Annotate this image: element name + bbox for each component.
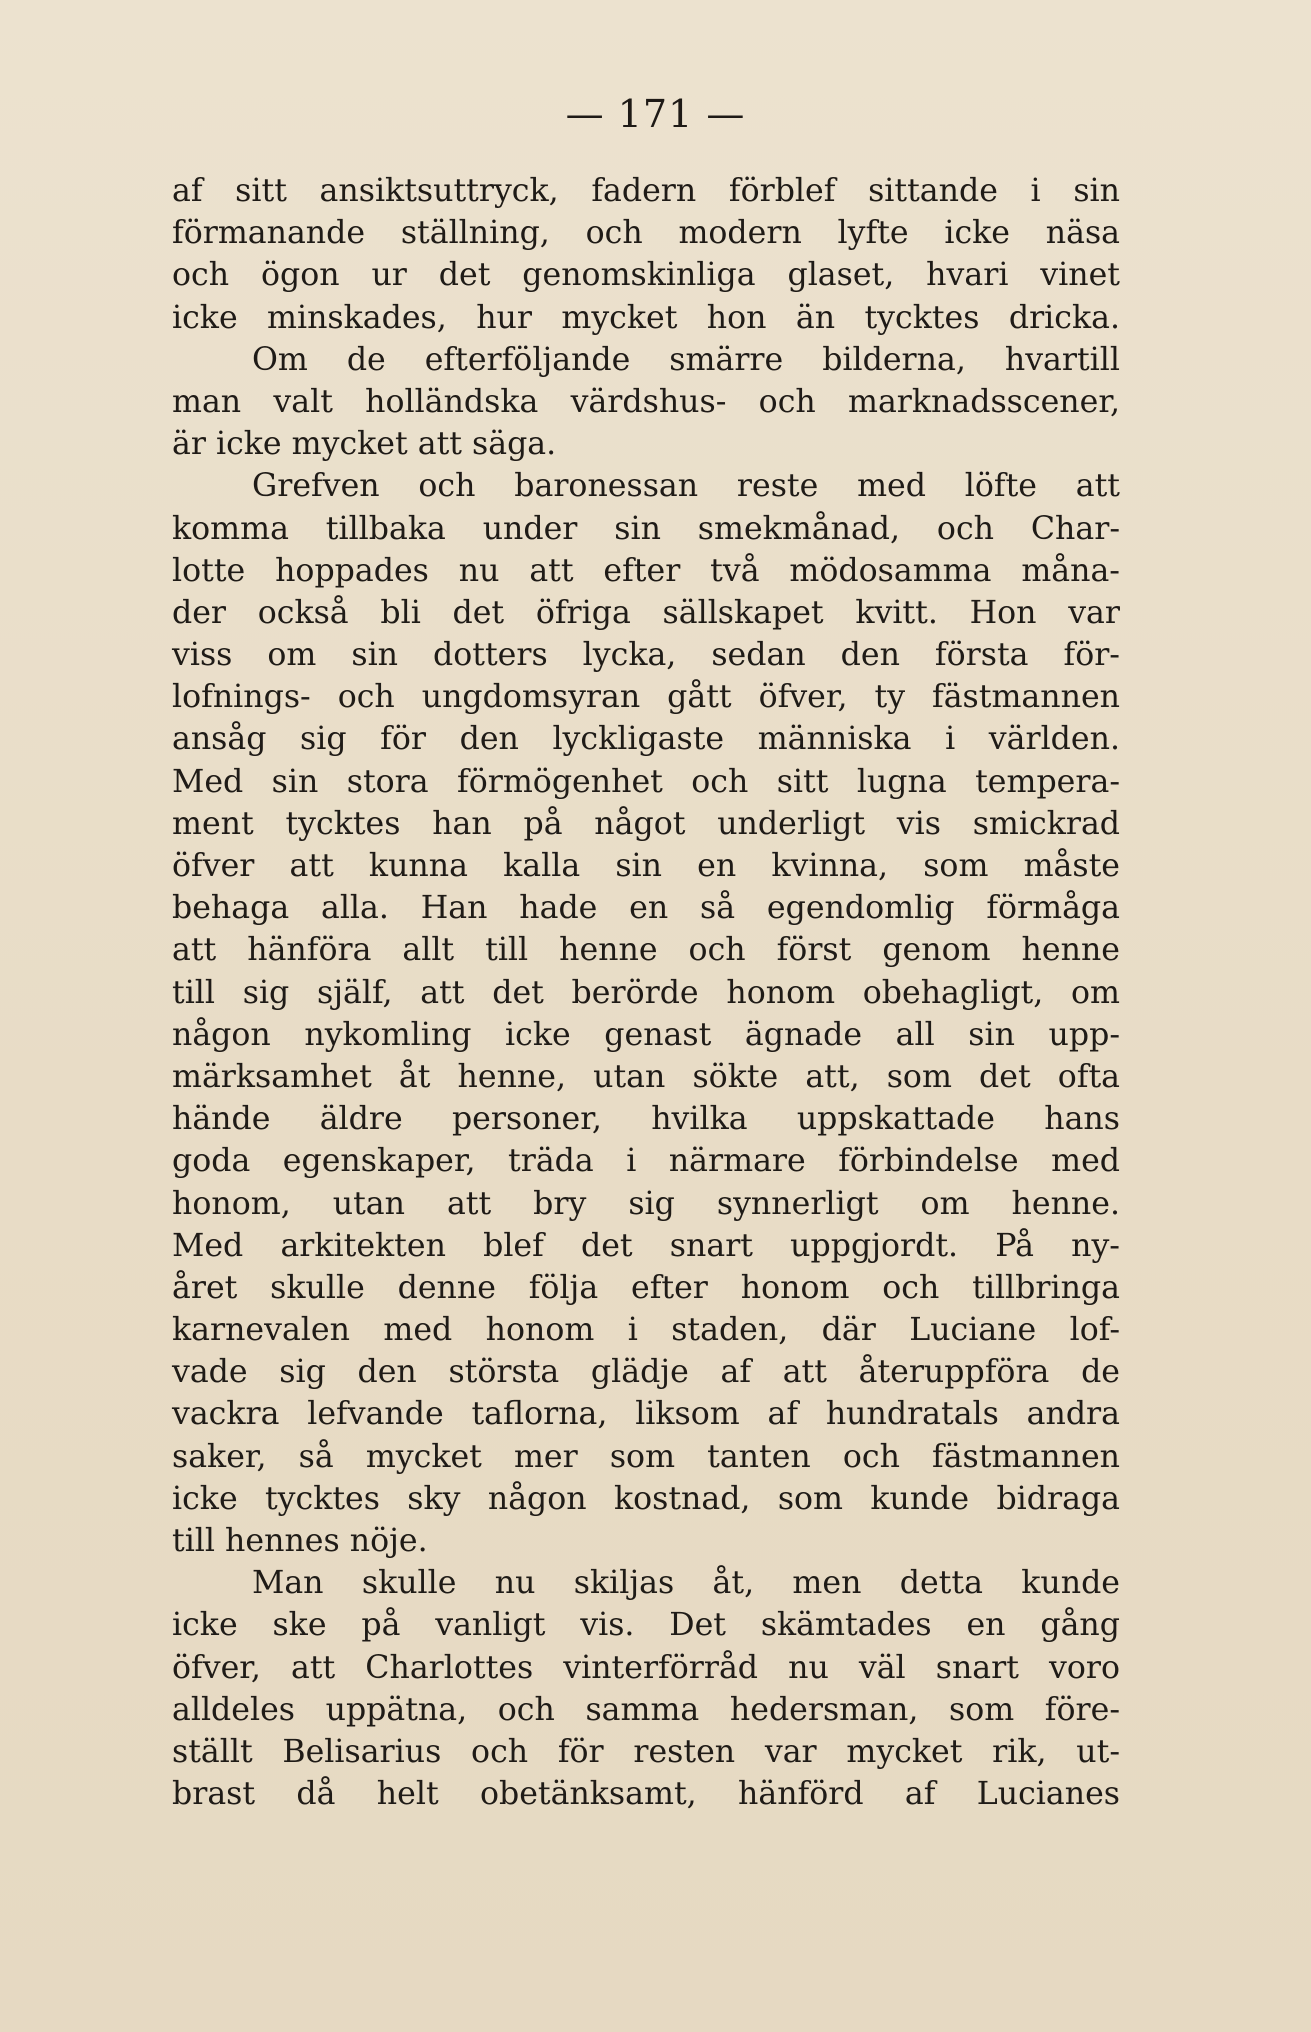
text-line: saker, så mycket mer som tanten och fästmannen bbox=[172, 1438, 1120, 1475]
text-line: och ögon ur det genomskinliga glaset, hvari vinet bbox=[172, 257, 1120, 294]
text-line: lotte hoppades nu att efter två mödosamma måna- bbox=[172, 552, 1120, 589]
text-line: af sitt ansiktsuttryck, fadern förblef sittande i sin bbox=[172, 173, 1120, 209]
text-line: honom, utan att bry sig synnerligt om henne. bbox=[172, 1185, 1120, 1222]
text-line: någon nykomling icke genast ägnade all sin upp- bbox=[172, 1016, 1120, 1053]
text-line: Med sin stora förmögenhet och sitt lugna tempera- bbox=[172, 763, 1120, 800]
text-line: brast då helt obetänksamt, hänförd af Lucianes bbox=[172, 1776, 1120, 1813]
text-line: alldeles uppätna, och samma hedersman, som före- bbox=[172, 1691, 1120, 1728]
text-line: Med arkitekten blef det snart uppgjordt. På ny- bbox=[172, 1227, 1120, 1264]
text-line: till sig själf, att det berörde honom obehagligt, om bbox=[172, 974, 1120, 1011]
text-line: är icke mycket att säga. bbox=[172, 426, 557, 463]
body-text bbox=[172, 170, 1120, 1815]
text-line: komma tillbaka under sin smekmånad, och Char- bbox=[172, 510, 1120, 547]
text-line: icke tycktes sky någon kostnad, som kunde bidraga bbox=[172, 1480, 1120, 1517]
text-line: ställt Belisarius och för resten var mycket rik, ut- bbox=[172, 1733, 1120, 1770]
text-line: vade sig den största glädje af att återuppföra de bbox=[172, 1354, 1120, 1391]
text-line: öfver att kunna kalla sin en kvinna, som måste bbox=[172, 848, 1120, 884]
text-line: karnevalen med honom i staden, där Luciane lof- bbox=[172, 1312, 1120, 1349]
text-line: Man skulle nu skiljas åt, men detta kunde bbox=[252, 1565, 1120, 1602]
text-line: hände äldre personer, hvilka uppskattade hans bbox=[172, 1101, 1120, 1138]
text-line: icke minskades, hur mycket hon än tycktes dricka. bbox=[172, 299, 1120, 336]
text-line: behaga alla. Han hade en så egendomlig förmåga bbox=[172, 890, 1120, 927]
text-line: goda egenskaper, träda i närmare förbindelse med bbox=[172, 1143, 1120, 1180]
text-line: man valt holländska värdshus- och marknadsscener, bbox=[172, 383, 1120, 420]
text-line: märksamhet åt henne, utan sökte att, som det ofta bbox=[172, 1058, 1120, 1095]
text-line: ment tycktes han på något underligt vis smickrad bbox=[172, 805, 1120, 842]
text-line: till hennes nöje. bbox=[172, 1523, 428, 1559]
text-line: ansåg sig för den lyckligaste människa i världen. bbox=[172, 721, 1120, 758]
text-line: viss om sin dotters lycka, sedan den första för- bbox=[172, 637, 1120, 674]
text-line: förmanande ställning, och modern lyfte icke näsa bbox=[172, 215, 1120, 252]
text-line: der också bli det öfriga sällskapet kvitt. Hon var bbox=[172, 594, 1120, 631]
page-number: — 171 — bbox=[565, 92, 746, 136]
text-line: lofnings- och ungdomsyran gått öfver, ty fästmannen bbox=[172, 679, 1120, 716]
text-line: icke ske på vanligt vis. Det skämtades en gång bbox=[172, 1607, 1120, 1644]
text-line: Grefven och baronessan reste med löfte att bbox=[252, 468, 1120, 505]
text-line: öfver, att Charlottes vinterförråd nu väl snart voro bbox=[172, 1649, 1120, 1686]
text-line: Om de efterföljande smärre bilderna, hvartill bbox=[252, 341, 1120, 378]
text-line: att hänföra allt till henne och först genom henne bbox=[172, 932, 1120, 969]
text-line: vackra lefvande taflorna, liksom af hundratals andra bbox=[172, 1396, 1120, 1433]
text-line: året skulle denne följa efter honom och tillbringa bbox=[172, 1269, 1120, 1306]
